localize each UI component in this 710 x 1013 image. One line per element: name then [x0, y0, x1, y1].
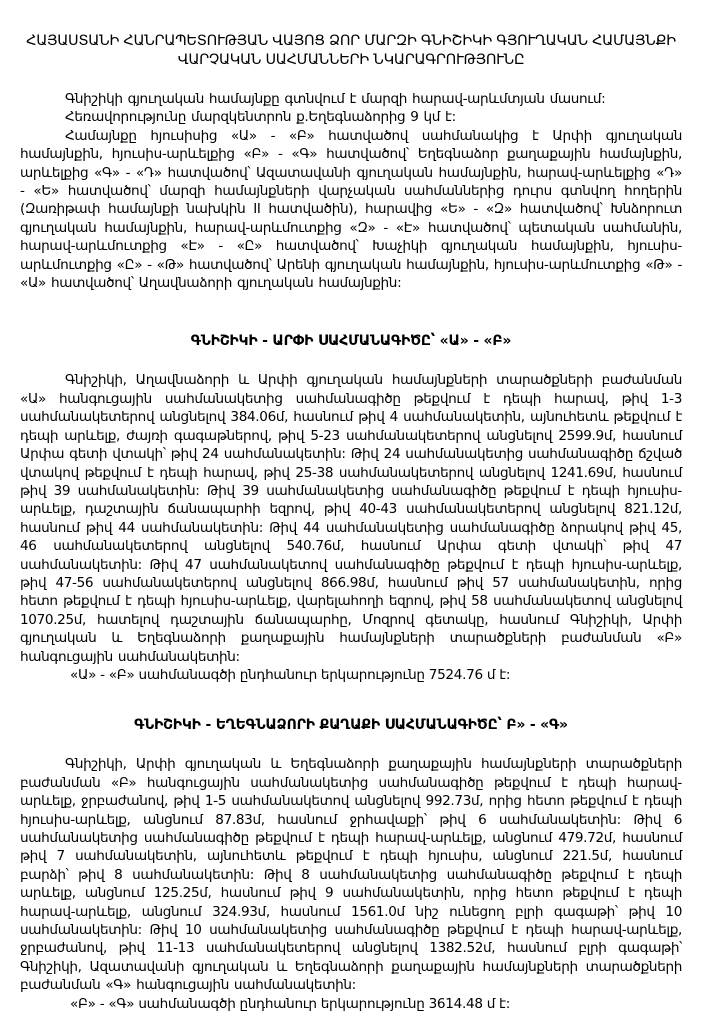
intro-block: [20, 90, 682, 292]
document-page: [20, 0, 682, 1013]
intro-distance: Հեռավորությունը մարզկենտրոն ք.Եղեգնաձորից 9 կմ է:: [65, 109, 456, 126]
document-title: [20, 32, 682, 70]
section-body-b-g: Գնիշիկի, Արփի գյուղական և Եղեգնաձորի քաղաքային համայնքների տարածքների բաժանման «Բ» հանգուցային սահմանակետից սահմանագիծը թեքվում է դեպի հարավ-արևելք, ջրբաժանով, թիվ 1-5 սահմանակետով անցնելով 992.73մ, որից հետո թեքվում է դեպի հյուսիս-արևելք, անցնում 87.83մ, հասնում ջրհավաքի՝ թիվ 6 սահմանակետին: Թիվ 6 սահմանակետից սահմանագիծը թեքվում է դեպի հարավ-արևելք, անցնում 479.72մ, հասնում թիվ 7 սահմանակետին, այնուհետև թեքվում է դեպի հյուսիս, անցնում 221.5մ, հասնում բարձի՝ թիվ 8 սահմանակետին: Թիվ 8 սահմանակետից սահմանագիծը թեքվում է դեպի արևելք, անցնում 125.25մ, հասնում թիվ 9 սահմանակետին, որից հետո թեքվում է դեպի հարավ-արևելք, անցնում 324.93մ, հասնում 1561.0մ նիշ ունեցող բլրի գագաթի՝ թիվ 10 սահմանակետին: Թիվ 10 սահմանակետից սահմանագիծը թեքվում է դեպի հարավ-արևելք, ջրբաժանով, թիվ 11-13 սահմանակետերով անցնելով 1382.52մ, հասնում բլրի գագաթի՝ Գնիշիկի, Ազատավանի գյուղական և Եղեգնաձորի քաղաքային համայնքների տարածքների բաժանման «Գ» հանգուցային սահմանակետին:: [20, 756, 682, 994]
section-heading-b-g: ԳՆԻՇԻԿԻ - ԵՂԵԳՆԱՁՈՐԻ ՔԱՂԱՔԻ ՍԱՀՄԱՆԱԳԻԾԸ՝ Բ» - «Գ»: [134, 717, 568, 734]
section-total-b-g: «Բ» - «Գ» սահմանագծի ընդհանուր երկարությունը 3614.48 մ է:: [70, 995, 511, 1012]
title-line-1: ՀԱՅԱՍՏԱՆԻ ՀԱՆՐԱՊԵՏՈՒԹՅԱՆ ՎԱՅՈՑ ՁՈՐ ՄԱՐԶԻ ԳՆԻՇԻԿԻ ԳՅՈՒՂԱԿԱՆ ՀԱՄԱՅՆՔԻ: [26, 33, 676, 49]
title-line-2: ՎԱՐՉԱԿԱՆ ՍԱՀՄԱՆՆԵՐԻ ՆԿԱՐԱԳՐՈՒԹՅՈՒՆԸ: [177, 52, 525, 68]
section-total-a-b: «Ա» - «Բ» սահմանագծի ընդհանուր երկարությունը 7524.76 մ է:: [70, 666, 511, 683]
section-heading-a-b: ԳՆԻՇԻԿԻ - ԱՐՓԻ ՍԱՀՄԱՆԱԳԻԾԸ՝ «Ա» - «Բ»: [190, 333, 512, 350]
intro-location: Գնիշիկի գյուղական համայնքը գտնվում է մարզի հարավ-արևմտյան մասում:: [65, 91, 606, 107]
intro-neighbors: Համայնքը հյուսիսից «Ա» - «Բ» հատվածով սահմանակից է Արփի գյուղական համայնքին, հյուսիս-արևելքից «Բ» - «Գ» հատվածով՝ Եղեգնաձոր քաղաքային համայնքին, արևելքից «Գ» - «Դ» հատվածով՝ Ազատավանի գյուղական համայնքին, հարավ-արևելքից «Դ» - «Ե» հատվածով՝ մարզի համայնքների վարչական սահմաններից դուրս գտնվող հողերին (Զառիթափ համայնքի նախկին II հատվածին), հարավից «Ե» - «Զ» հատվածով՝ Խնձորուտ գյուղական համայնքին, հարավ-արևմուտքից «Զ» - «Է» հատվածով՝ պետական սահմանին, հարավ-արևմուտքից «Է» - «Ը» հատվածով՝ Խաչիկի գյուղական համայնքին, հյուսիս-արևմուտքից «Ը» - «Թ» հատվածով՝ Արենի գյուղական համայնքին, հյուսիս-արևմուտքից «Թ» - «Ա» հատվածով՝ Աղավնաձորի գյուղական համայնքին:: [20, 127, 682, 292]
section-body-a-b: Գնիշիկի, Աղավնաձորի և Արփի գյուղական համայնքների տարածքների բաժանման «Ա» հանգուցային սահմանակետից սահմանագիծը թեքվում է դեպի հարավ, թիվ 1-3 սահմանակետերով անցնելով 384.06մ, հասնում թիվ 4 սահմանակետին, այնուհետև թեքվում է դեպի արևելք, ժայռի գագաթներով, թիվ 5-23 սահմանակետերով անցնելով 2599.9մ, հասնում Արփա գետի վտակի՝ թիվ 24 սահմանակետին: Թիվ 24 սահմանակետից սահմանագիծը ճշված վտակով թեքվում է դեպի հարավ, թիվ 25-38 սահմանակետերով անցնելով 1241.69մ, հասնում թիվ 39 սահմանակետին: Թիվ 39 սահմանակետից սահմանագիծը թեքվում է դեպի հյուսիս-արևելք, դաշտային ճանապարհի եզրով, թիվ 40-43 սահմանակետերով անցնելով 821.12մ, հասնում թիվ 44 սահմանակետին: Թիվ 44 սահմանակետից սահմանագիծը ձորակով թիվ 45, 46 սահմանակետերով անցնելով 540.76մ, հասնում Արփա գետի վտակի՝ թիվ 47 սահմանակետին: Թիվ 47 սահմանակետով սահմանագիծը թեքվում է դեպի հյուսիս-արևելք, թիվ 47-56 սահմանակետերով անցնելով 866.98մ, հասնում թիվ 57 սահմանակետին, որից հետո թեքվում է դեպի հյուսիս-արևելք, վարելահողի եզրով, թիվ 58 սահմանակետով անցնելով 1070.25մ, հատելով դաշտային ճանապարհը, Մոզրով գետակը, հասնում Գնիշիկի, Արփի գյուղական և Եղեգնաձորի քաղաքային համայնքների տարածքների բաժանման «Բ» հանգուցային սահմանակետին:: [20, 372, 682, 665]
